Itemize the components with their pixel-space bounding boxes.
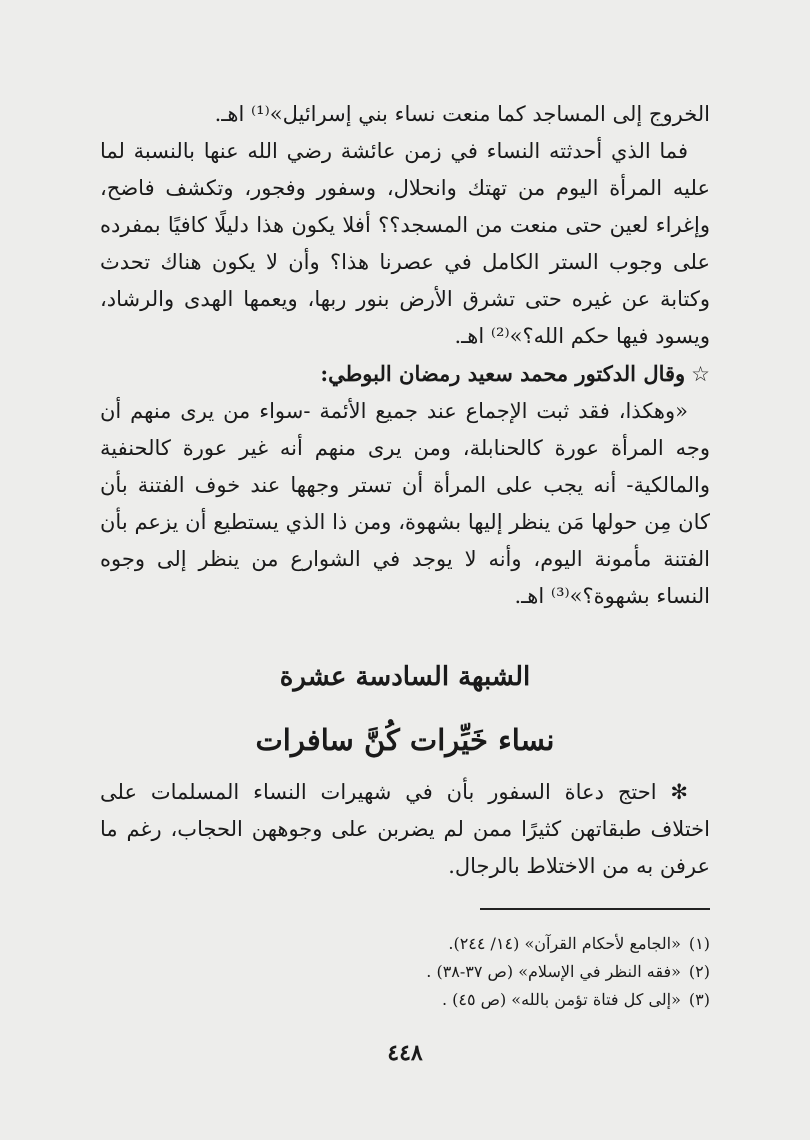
footnote-2: (٢)«فقه النظر في الإسلام» (ص ٣٧-٣٨) . [426, 962, 710, 981]
body-text-bottom [100, 774, 710, 885]
footnotes [100, 930, 710, 1014]
page-number: ٤٤٨ [387, 1040, 423, 1066]
paragraph-1: فما الذي أحدثته النساء في زمن عائشة رضي الله عنها بالنسبة لما عليه المرأة اليوم من تهتك وانحلال، وسفور وفجور، وتكشف فاضح، وإغراء لعين حتى منعت من المسجد؟؟ أفلا يكون هذا دليلًا كافيًا بمفرده على وجوب الستر الكامل في عصرنا هذا؟ وأن لا يكون هناك تحدث وكتابة عن غيره حتى تشرق الأرض بنور ربها، ويعمها الهدى والرشاد، ويسود فيها حكم الله؟»⁽²⁾ اهـ. [100, 139, 710, 348]
paragraph-2: «وهكذا، فقد ثبت الإجماع عند جميع الأئمة -سواء من يرى منهم أن وجه المرأة عورة كالحنابلة، ومن يرى منهم أنه غير عورة كالحنفية والمالكية- أنه يجب على المرأة أن تستر وجهها عند خوف الفتنة بأن كان مِن حولها مَن ينظر إليها بشهوة، ومن ذا الذي يستطيع أن يزعم بأن الفتنة مأمونة اليوم، وأنه لا يوجد في الشوارع من ينظر إلى وجوه النساء بشهوة؟»⁽³⁾ اهـ. [100, 399, 711, 608]
author-heading-text: وقال الدكتور محمد سعيد رمضان البوطي: [320, 361, 686, 386]
intro-line: الخروج إلى المساجد كما منعت نساء بني إسرائيل»⁽¹⁾ اهـ. [214, 102, 710, 126]
body-text-top [100, 96, 710, 615]
footnote-1: (١)«الجامع لأحكام القرآن» (١٤/ ٢٤٤). [448, 934, 710, 953]
author-heading [100, 355, 710, 393]
paragraph-3: ✻ احتج دعاة السفور بأن في شهيرات النساء المسلمات على اختلاف طبقاتهن كثيرًا ممن لم يضربن على وجوههن الحجاب، رغم ما عرفن به من الاختلاط بالرجال. [100, 780, 710, 878]
star-icon: ☆ [691, 362, 710, 386]
footnote-3: (٣)«إلى كل فتاة تؤمن بالله» (ص ٤٥) . [441, 990, 710, 1009]
section-title: الشبهة السادسة عشرة [279, 662, 531, 692]
footnote-divider [480, 908, 710, 910]
section-subtitle: نساء خَيِّرات كُنَّ سافرات [255, 723, 555, 757]
